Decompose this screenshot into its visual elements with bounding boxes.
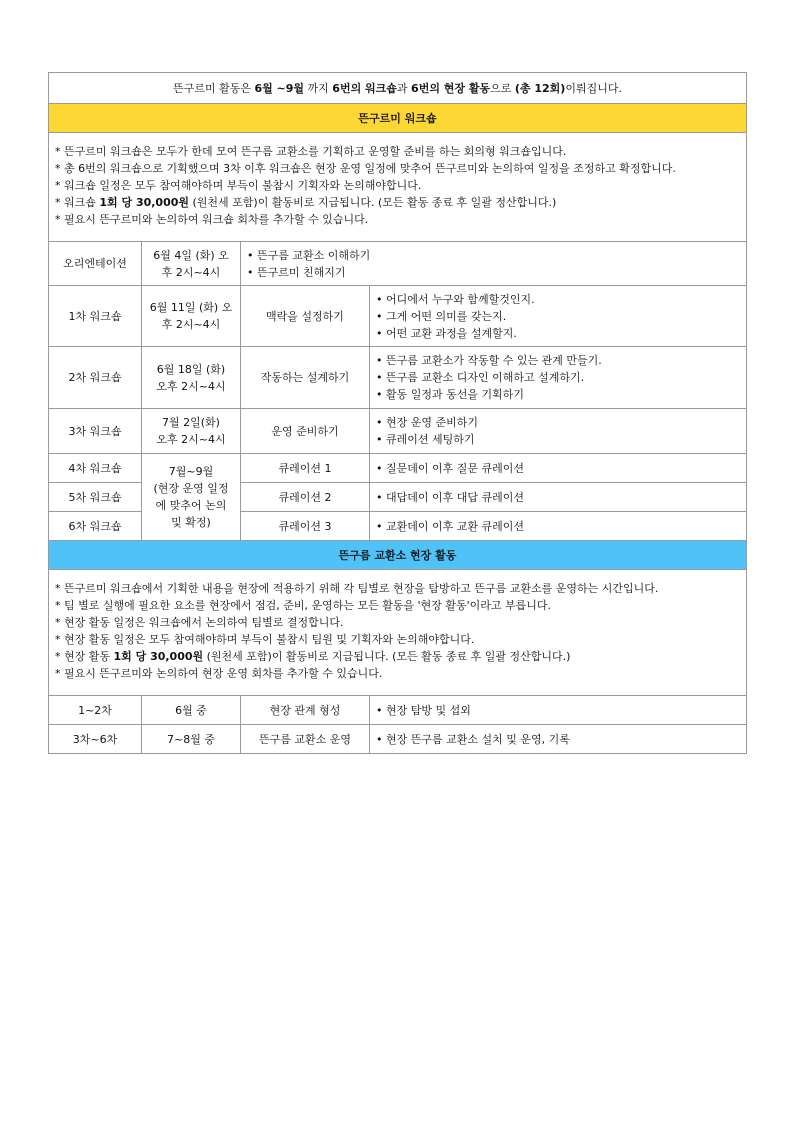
session-items: • 현장 운영 준비하기 • 큐레이션 세팅하기: [370, 409, 747, 454]
session-topic: 작동하는 설계하기: [241, 347, 370, 409]
workshop-title: 뜬구르미 워크숍: [49, 104, 747, 133]
field-session-date: 7~8월 중: [142, 725, 241, 754]
session-topic: 큐레이션 3: [241, 512, 370, 541]
session-topic: 운영 준비하기: [241, 409, 370, 454]
workshop-note: * 뜬구르미 워크숍은 모두가 한데 모여 뜬구름 교환소를 기획하고 운영할 준비를 하는 회의형 워크숍입니다.: [55, 145, 567, 158]
session-name: 2차 워크숍: [49, 347, 142, 409]
field-title: 뜬구름 교환소 현장 활동: [49, 541, 747, 570]
workshop-row: [49, 286, 747, 347]
workshop-row: [49, 347, 747, 409]
field-note: * 현장 활동 일정은 모두 참여해야하며 부득이 불참시 팀원 및 기획자와 논의해야합니다.: [55, 633, 475, 646]
workshop-pay-note: * 워크숍 1회 당 30,000원 (원천세 포함)이 활동비로 지급됩니다. (모든 활동 종료 후 일괄 정산합니다.): [55, 196, 557, 209]
field-session-name: 1~2차: [49, 696, 142, 725]
session-items: • 어디에서 누구와 함께할것인지. • 그게 어떤 의미를 갖는지. • 어떤 교환 과정을 설계할지.: [370, 286, 747, 347]
session-name: 3차 워크숍: [49, 409, 142, 454]
field-row: [49, 725, 747, 754]
field-session-topic: 뜬구름 교환소 운영: [241, 725, 370, 754]
field-session-item: • 현장 뜬구름 교환소 설치 및 운영, 기록: [370, 725, 747, 754]
field-note: * 현장 활동 일정은 워크숍에서 논의하여 팀별로 결정합니다.: [55, 616, 344, 629]
field-session-name: 3차~6차: [49, 725, 142, 754]
workshop-note: * 워크숍 일정은 모두 참여해야하며 부득이 불참시 기획자와 논의해야합니다.: [55, 179, 422, 192]
curation-row: [49, 454, 747, 483]
session-item: • 질문데이 이후 질문 큐레이션: [370, 454, 747, 483]
field-note: * 팀 별로 실행에 필요한 요소를 현장에서 점검, 준비, 운영하는 모든 활동을 '현장 활동'이라고 부릅니다.: [55, 599, 552, 612]
field-row: [49, 696, 747, 725]
session-name: 6차 워크숍: [49, 512, 142, 541]
session-name: 오리엔테이션: [49, 242, 142, 286]
workshop-notes-row: [49, 133, 747, 242]
session-name: 4차 워크숍: [49, 454, 142, 483]
field-notes-row: [49, 570, 747, 696]
session-date: 6월 18일 (화) 오후 2시~4시: [142, 347, 241, 409]
workshop-note: * 필요시 뜬구르미와 논의하여 워크숍 회차를 추가할 수 있습니다.: [55, 213, 369, 226]
field-note: * 뜬구르미 워크숍에서 기획한 내용을 현장에 적용하기 위해 각 팀별로 현장을 탐방하고 뜬구름 교환소를 운영하는 시간입니다.: [55, 582, 659, 595]
session-topic: 맥락을 설정하기: [241, 286, 370, 347]
workshop-section-header: [49, 104, 747, 133]
orientation-row: [49, 242, 747, 286]
session-date: 6월 4일 (화) 오 후 2시~4시: [142, 242, 241, 286]
session-date: 6월 11일 (화) 오 후 2시~4시: [142, 286, 241, 347]
session-item: • 교환데이 이후 교환 큐레이션: [370, 512, 747, 541]
session-items: • 뜬구름 교환소가 작동할 수 있는 관계 만들기. • 뜬구름 교환소 디자인 이해하고 설계하기. • 활동 일정과 동선을 기획하기: [370, 347, 747, 409]
field-session-topic: 현장 관계 형성: [241, 696, 370, 725]
session-topic: 큐레이션 1: [241, 454, 370, 483]
field-pay-note: * 현장 활동 1회 당 30,000원 (원천세 포함)이 활동비로 지급됩니다. (모든 활동 종료 후 일괄 정산합니다.): [55, 650, 571, 663]
workshop-row: [49, 409, 747, 454]
intro-text: 뜬구르미 활동은 6월 ~9월 까지 6번의 워크숍과 6번의 현장 활동으로 (총 12회)이뤄집니다.: [49, 73, 747, 104]
field-notes: [49, 570, 747, 696]
intro-row: [49, 73, 747, 104]
field-session-date: 6월 중: [142, 696, 241, 725]
workshop-notes: [49, 133, 747, 242]
session-item: • 대답데이 이후 대답 큐레이션: [370, 483, 747, 512]
session-topic: 큐레이션 2: [241, 483, 370, 512]
field-note: * 필요시 뜬구르미와 논의하여 현장 운영 회차를 추가할 수 있습니다.: [55, 667, 383, 680]
field-session-item: • 현장 탐방 및 섭외: [370, 696, 747, 725]
curation-date: 7월~9월 (현장 운영 일정 에 맞추어 논의 및 확정): [142, 454, 241, 541]
session-date: 7월 2일(화) 오후 2시~4시: [142, 409, 241, 454]
session-items: • 뜬구름 교환소 이해하기 • 뜬구르미 친해지기: [241, 242, 747, 286]
schedule-table: [48, 72, 747, 754]
session-name: 5차 워크숍: [49, 483, 142, 512]
workshop-note: * 총 6번의 워크숍으로 기획했으며 3차 이후 워크숍은 현장 운영 일정에 맞추어 뜬구르미와 논의하여 일정을 조정하고 확정합니다.: [55, 162, 676, 175]
field-section-header: [49, 541, 747, 570]
session-name: 1차 워크숍: [49, 286, 142, 347]
